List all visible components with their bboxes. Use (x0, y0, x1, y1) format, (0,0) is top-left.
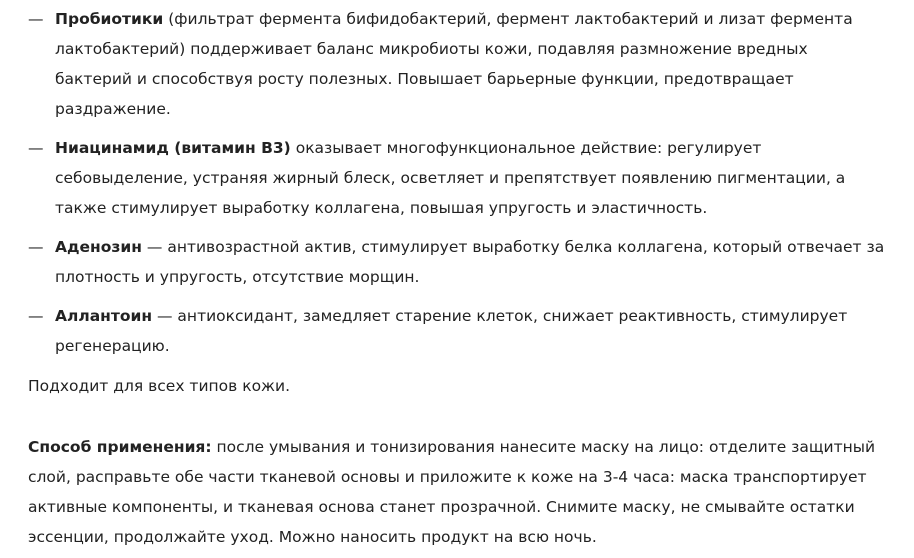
ingredient-name: Ниацинамид (витамин В3) (55, 139, 291, 157)
ingredient-description: (фильтрат фермента бифидобактерий, фермент лактобактерий и лизат фермента лактобактерий) поддерживает баланс микробиоты кожи, подавляя размножение вредных бактерий и способствуя росту полезных. Повышает барьерные функции, предотвращает раздражение. (55, 10, 853, 118)
list-dash: — (28, 139, 44, 157)
skin-type-note: Подходит для всех типов кожи. (28, 377, 291, 395)
ingredient-item-niacinamide (28, 133, 888, 223)
list-dash: — (28, 10, 44, 28)
ingredient-list (28, 4, 888, 361)
list-dash: — (28, 238, 44, 256)
ingredient-name: Аденозин (55, 238, 142, 256)
ingredient-description: — антиоксидант, замедляет старение клеток, снижает реактивность, стимулирует регенерацию. (55, 307, 848, 355)
product-description (28, 4, 888, 552)
ingredient-name: Аллантоин (55, 307, 153, 325)
usage-label: Способ применения: (28, 438, 212, 456)
ingredient-description: — антивозрастной актив, стимулирует выработку белка коллагена, который отвечает за плотность и упругость, отсутствие морщин. (55, 238, 885, 286)
ingredient-item-probiotics (28, 4, 888, 124)
list-dash: — (28, 307, 44, 325)
ingredient-item-adenosine (28, 232, 888, 292)
usage-instructions (28, 432, 888, 552)
ingredient-item-allantoin (28, 301, 888, 361)
usage-text: после умывания и тонизирования нанесите маску на лицо: отделите защитный слой, расправьте обе части тканевой основы и приложите к коже на 3-4 часа: маска транспортирует активные компоненты, и тканевая основа станет прозрачной. Снимите маску, не смывайте остатки эссенции, продолжайте уход. Можно наносить продукт на всю ночь. (28, 438, 876, 546)
ingredient-name: Пробиотики (55, 10, 164, 28)
ingredient-description: оказывает многофункциональное действие: регулирует себовыделение, устраняя жирный блеск, осветляет и препятствует появлению пигментации, а также стимулирует выработку коллагена, повышая упругость и эластичность. (55, 139, 846, 217)
